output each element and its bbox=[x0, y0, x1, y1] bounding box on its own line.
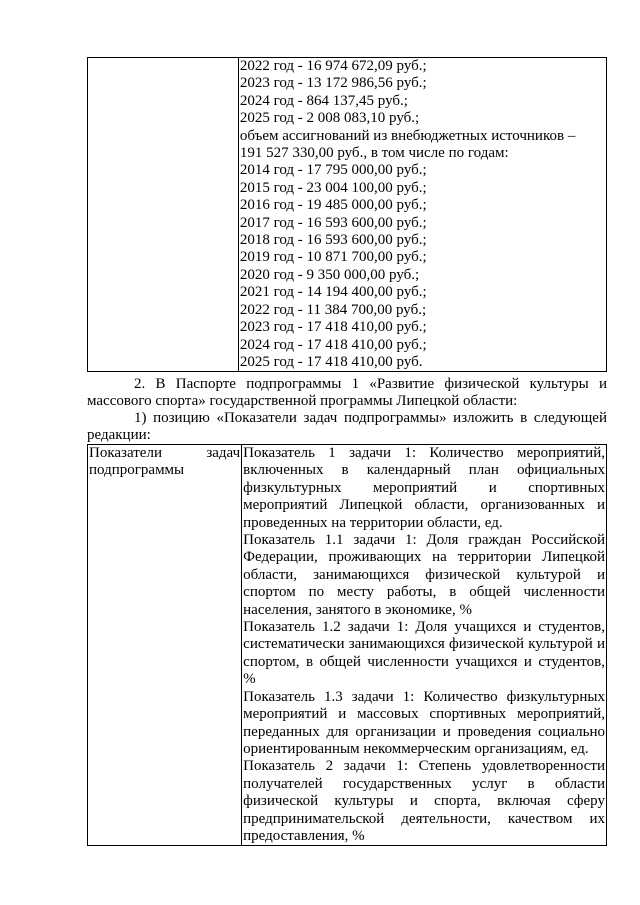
indicator-line: ориентированным некоммерческим организациям, ед. bbox=[243, 740, 589, 757]
indicators-value-cell bbox=[242, 445, 607, 846]
indicator-line: проведенных на территории области, ед. bbox=[243, 514, 503, 531]
indicator-block bbox=[243, 619, 605, 689]
indicator-block bbox=[243, 689, 605, 759]
indicator-line: систематически занимающихся физической культурой и bbox=[243, 636, 605, 653]
indicator-block bbox=[243, 445, 605, 532]
funding-line: 191 527 330,00 руб., в том числе по годам: bbox=[239, 145, 509, 162]
indicator-line: Показатель 1.3 задачи 1: Количество физкультурных bbox=[243, 688, 605, 705]
indicator-line: получателей государственных услуг в области bbox=[243, 775, 605, 792]
indicator-line: Показатель 1.2 задачи 1: Доля учащихся и студентов, bbox=[243, 619, 605, 636]
indicator-line: предоставления, % bbox=[243, 827, 365, 844]
funding-line: 2016 год - 19 485 000,00 руб.; bbox=[239, 197, 427, 214]
funding-line: 2020 год - 9 350 000,00 руб.; bbox=[239, 266, 420, 283]
indicator-line: населения, занятого в экономике, % bbox=[243, 601, 472, 618]
paragraph-2-line-1: 2. В Паспорте подпрограммы 1 «Развитие физической культуры и bbox=[134, 376, 607, 392]
indicator-line: включенных в календарный план официальных bbox=[243, 462, 605, 479]
indicators-label-line-1 bbox=[89, 445, 240, 462]
funding-line: объем ассигнований из внебюджетных источников – bbox=[239, 127, 576, 144]
paragraph-2-line-2: массового спорта» государственной программы Липецкой области: bbox=[87, 393, 518, 410]
funding-table-label-cell bbox=[88, 58, 239, 372]
funding-line: 2025 год - 17 418 410,00 руб. bbox=[239, 353, 423, 370]
funding-line: 2019 год - 10 871 700,00 руб.; bbox=[239, 249, 427, 266]
funding-line: 2024 год - 864 137,45 руб.; bbox=[239, 92, 408, 109]
funding-line: 2023 год - 13 172 986,56 руб.; bbox=[239, 75, 427, 92]
funding-line: 2022 год - 16 974 672,09 руб.; bbox=[239, 58, 427, 74]
funding-line: 2024 год - 17 418 410,00 руб.; bbox=[239, 336, 427, 353]
paragraph-3-line-1: 1) позицию «Показатели задач подпрограммы» изложить в следующей bbox=[134, 410, 607, 426]
funding-table-value-cell bbox=[238, 58, 606, 372]
funding-table bbox=[87, 57, 607, 372]
paragraph-3-line-2: редакции: bbox=[87, 427, 151, 444]
indicator-line: переданных для организации и проведения социально bbox=[243, 723, 605, 740]
indicator-line: Федерации, проживающих на территории Липецкой bbox=[243, 549, 605, 566]
funding-line: 2023 год - 17 418 410,00 руб.; bbox=[239, 319, 427, 336]
indicator-line: физкультурных мероприятий и спортивных bbox=[243, 479, 605, 496]
funding-line: 2015 год - 23 004 100,00 руб.; bbox=[239, 179, 427, 196]
indicator-line: физической культуры и спорта, включая сферу bbox=[243, 793, 605, 810]
funding-line: 2017 год - 16 593 600,00 руб.; bbox=[239, 214, 427, 231]
indicators-table bbox=[87, 444, 607, 846]
indicator-line: области, занимающихся физической культурой и bbox=[243, 566, 605, 583]
indicator-line: Показатель 1 задачи 1: Количество мероприятий, bbox=[243, 445, 605, 461]
indicator-line: мероприятий и массовых спортивных мероприятий, bbox=[243, 706, 605, 723]
indicator-block bbox=[243, 532, 605, 619]
indicator-block bbox=[243, 758, 605, 845]
indicator-line: спортом по месту работы, в общей численности bbox=[243, 584, 605, 601]
funding-line: 2021 год - 14 194 400,00 руб.; bbox=[239, 284, 427, 301]
indicators-label-word-1: Показатели bbox=[89, 445, 162, 461]
paragraph-2 bbox=[87, 376, 607, 411]
funding-line: 2022 год - 11 384 700,00 руб.; bbox=[239, 301, 427, 318]
indicators-label-line-2: подпрограммы bbox=[89, 462, 185, 479]
paragraph-3 bbox=[87, 410, 607, 445]
indicators-label-word-2: задач bbox=[206, 445, 241, 461]
funding-line: 2025 год - 2 008 083,10 руб.; bbox=[239, 110, 420, 127]
funding-line: 2018 год - 16 593 600,00 руб.; bbox=[239, 232, 427, 249]
funding-line: 2014 год - 17 795 000,00 руб.; bbox=[239, 162, 427, 179]
indicator-line: предпринимательской деятельности, качеством их bbox=[243, 810, 605, 827]
indicator-line: % bbox=[243, 671, 256, 688]
indicator-line: мероприятий Липецкой области, организованных и bbox=[243, 497, 605, 514]
indicator-line: спортом, в общей численности учащихся и студентов, bbox=[243, 653, 605, 670]
indicator-line: Показатель 1.1 задачи 1: Доля граждан Российской bbox=[243, 532, 605, 549]
indicators-label-cell bbox=[88, 445, 242, 846]
indicator-line: Показатель 2 задачи 1: Степень удовлетворенности bbox=[243, 758, 605, 775]
